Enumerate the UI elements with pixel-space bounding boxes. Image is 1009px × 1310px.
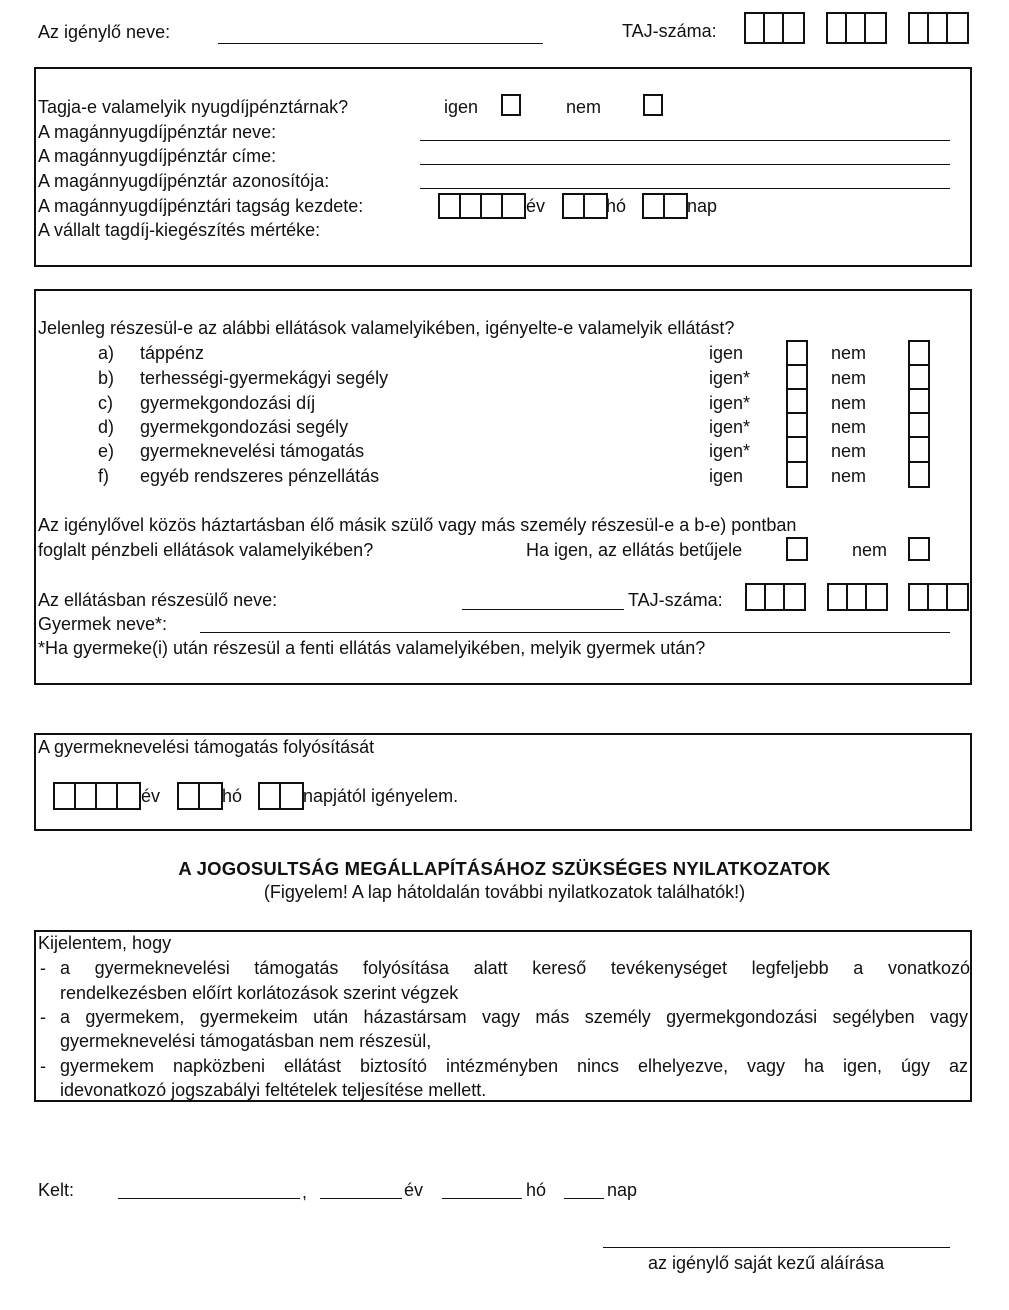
- benefits-question: Jelenleg részesül-e az alábbi ellátások valamelyikében, igényelte-e valamelyik ellátást?: [38, 318, 735, 338]
- if-yes-letter-label: Ha igen, az ellátás betűjele: [526, 540, 743, 560]
- payment-start-label: A gyermeknevelési támogatás folyósítását: [38, 737, 375, 757]
- recipient-taj-cells-1[interactable]: [745, 583, 806, 611]
- declaration-line: a gyermekem, gyermekeim után házastársam vagy más személy gyermekgondozási segélyben vagy: [60, 1007, 968, 1027]
- benefit-no-label: nem: [831, 417, 867, 437]
- benefit-no-label: nem: [831, 441, 867, 461]
- declaration-dash: -: [40, 1007, 46, 1027]
- payment-from-day-label: napjától igényelem.: [303, 786, 459, 806]
- month-label: hó: [526, 1180, 547, 1200]
- taj-label: TAJ-száma:: [622, 21, 717, 41]
- recipient-taj-label: TAJ-száma:: [628, 590, 723, 610]
- payment-year-cells[interactable]: [53, 782, 141, 810]
- declarations-intro: Kijelentem, hogy: [38, 933, 172, 953]
- membership-day-label: nap: [687, 196, 718, 216]
- benefit-label: egyéb rendszeres pénzellátás: [140, 466, 380, 486]
- date-comma: ,: [302, 1182, 308, 1202]
- membership-day-cells[interactable]: [642, 193, 688, 219]
- payment-day-cells[interactable]: [258, 782, 304, 810]
- declaration-dash: -: [40, 1056, 46, 1076]
- benefit-yes-label: igen: [709, 466, 744, 486]
- taj-cells-2[interactable]: [826, 12, 887, 44]
- membership-month-label: hó: [606, 196, 627, 216]
- benefit-no-label: nem: [831, 466, 867, 486]
- other-person-question-line1: Az igénylővel közös háztartásban élő másik szülő vagy más személy részesül-e a b-e) pontban: [38, 515, 797, 535]
- benefit-label: gyermeknevelési támogatás: [140, 441, 365, 461]
- membership-year-cells[interactable]: [438, 193, 526, 219]
- supplement-label: A vállalt tagdíj-kiegészítés mértéke:: [38, 220, 321, 240]
- pension-question: Tagja-e valamelyik nyugdíjpénztárnak?: [38, 97, 349, 117]
- payment-month-cells[interactable]: [177, 782, 223, 810]
- declarations-note: (Figyelem! A lap hátoldalán további nyilatkozatok találhatók!): [263, 882, 746, 902]
- benefits-yes-checkbox-column[interactable]: [786, 340, 808, 488]
- recipient-taj-cells-3[interactable]: [908, 583, 969, 611]
- pension-no-label: nem: [566, 97, 602, 117]
- fund-id-label: A magánnyugdíjpénztár azonosítója:: [38, 171, 330, 191]
- footnote: *Ha gyermeke(i) után részesül a fenti ellátás valamelyikében, melyik gyermek után?: [38, 638, 706, 658]
- place-field[interactable]: [118, 1198, 300, 1199]
- membership-month-cells[interactable]: [562, 193, 608, 219]
- pension-yes-label: igen: [444, 97, 479, 117]
- benefit-label: gyermekgondozási segély: [140, 417, 349, 437]
- benefit-no-label: nem: [831, 393, 867, 413]
- fund-id-field[interactable]: [420, 188, 950, 189]
- year-field[interactable]: [320, 1198, 402, 1199]
- recipient-name-field[interactable]: [462, 609, 624, 610]
- membership-year-label: év: [526, 196, 546, 216]
- benefit-no-label: nem: [831, 343, 867, 363]
- month-field[interactable]: [442, 1198, 522, 1199]
- taj-cells-3[interactable]: [908, 12, 969, 44]
- benefit-yes-label: igen*: [709, 417, 751, 437]
- applicant-name-label: Az igénylő neve:: [38, 22, 171, 42]
- other-person-question-line2: foglalt pénzbeli ellátások valamelyikében?: [38, 540, 374, 560]
- day-label: nap: [607, 1180, 638, 1200]
- benefit-yes-label: igen*: [709, 368, 751, 388]
- fund-address-field[interactable]: [420, 164, 950, 165]
- payment-year-label: év: [141, 786, 161, 806]
- declaration-line: a gyermeknevelési támogatás folyósítása alatt kereső tevékenységet legfeljebb a vonatkozó: [60, 958, 970, 978]
- benefit-letter: e): [98, 441, 115, 461]
- taj-cells-1[interactable]: [744, 12, 805, 44]
- benefit-letter: c): [98, 393, 113, 413]
- benefit-label: táppénz: [140, 343, 205, 363]
- other-person-no-checkbox[interactable]: [908, 537, 930, 561]
- benefit-letter: a): [98, 343, 115, 363]
- declarations-title: A JOGOSULTSÁG MEGÁLLAPÍTÁSÁHOZ SZÜKSÉGES NYILATKOZATOK: [178, 858, 831, 879]
- benefit-yes-label: igen*: [709, 393, 751, 413]
- fund-name-field[interactable]: [420, 140, 950, 141]
- benefit-letter: d): [98, 417, 115, 437]
- recipient-taj-cells-2[interactable]: [827, 583, 888, 611]
- applicant-name-field[interactable]: [218, 43, 543, 44]
- benefit-no-label: nem: [831, 368, 867, 388]
- declaration-line: rendelkezésben előírt korlátozások szerint végzek: [60, 983, 459, 1003]
- benefit-letter-box[interactable]: [786, 537, 808, 561]
- membership-start-label: A magánnyugdíjpénztári tagság kezdete:: [38, 196, 364, 216]
- benefit-letter: f): [98, 466, 109, 486]
- child-name-field[interactable]: [200, 632, 950, 633]
- benefit-label: gyermekgondozási díj: [140, 393, 316, 413]
- year-label: év: [404, 1180, 424, 1200]
- declaration-line: gyermekem napközbeni ellátást biztosító intézményben nincs elhelyezve, vagy ha igen, úgy az: [60, 1056, 968, 1076]
- day-field[interactable]: [564, 1198, 604, 1199]
- benefit-letter: b): [98, 368, 115, 388]
- recipient-name-label: Az ellátásban részesülő neve:: [38, 590, 278, 610]
- child-name-label: Gyermek neve*:: [38, 614, 168, 634]
- declaration-line: idevonatkozó jogszabályi feltételek teljesítése mellett.: [60, 1080, 487, 1100]
- pension-yes-checkbox[interactable]: [501, 94, 521, 116]
- benefit-yes-label: igen*: [709, 441, 751, 461]
- benefit-yes-label: igen: [709, 343, 744, 363]
- signature-label: az igénylő saját kezű aláírása: [648, 1253, 885, 1273]
- other-person-no-label: nem: [852, 540, 888, 560]
- benefit-label: terhességi-gyermekágyi segély: [140, 368, 389, 388]
- fund-address-label: A magánnyugdíjpénztár címe:: [38, 146, 277, 166]
- pension-no-checkbox[interactable]: [643, 94, 663, 116]
- signature-line[interactable]: [603, 1247, 950, 1248]
- payment-month-label: hó: [222, 786, 243, 806]
- declaration-dash: -: [40, 958, 46, 978]
- benefits-no-checkbox-column[interactable]: [908, 340, 930, 488]
- fund-name-label: A magánnyugdíjpénztár neve:: [38, 122, 277, 142]
- declaration-line: gyermeknevelési támogatásban nem részesül,: [60, 1031, 432, 1051]
- dated-label: Kelt:: [38, 1180, 75, 1200]
